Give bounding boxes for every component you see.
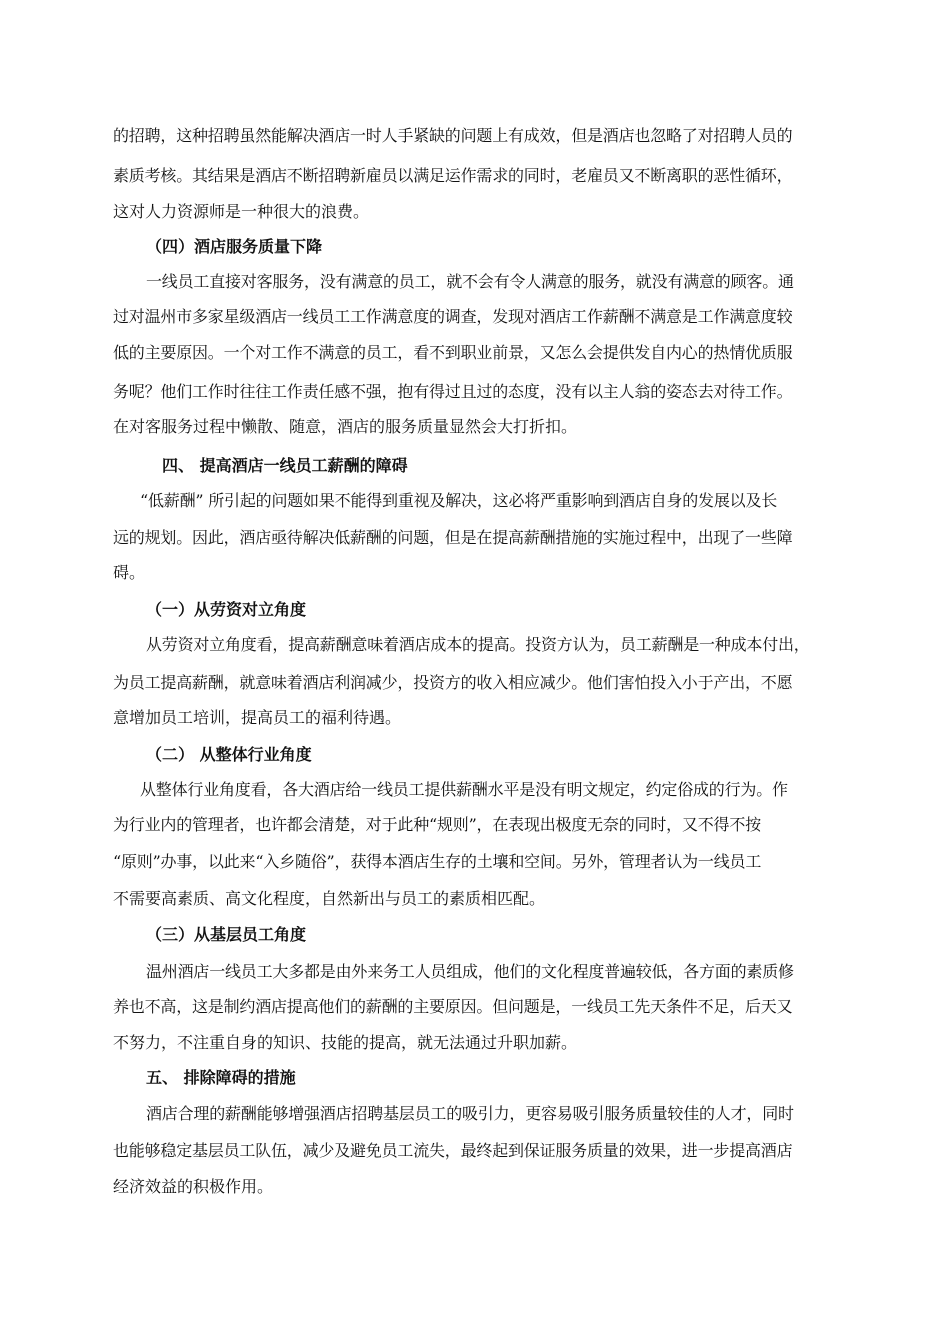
- body-text-line: 在对客服务过程中懒散、随意，酒店的服务质量显然会大打折扣。: [113, 417, 578, 436]
- body-text-line: 意增加员工培训，提高员工的福利待遇。: [113, 708, 402, 727]
- body-text-line: 从整体行业角度看，各大酒店给一线员工提供薪酬水平是没有明文规定，约定俗成的行为。作: [140, 780, 788, 799]
- body-text-line: 的招聘，这种招聘虽然能解决酒店一时人手紧缺的问题上有成效，但是酒店也忽略了对招聘人员的: [113, 126, 793, 145]
- body-text-line: 为行业内的管理者，也许都会清楚，对于此种“规则”，在表现出极度无奈的同时，又不得不按: [113, 815, 761, 834]
- body-text-line: 不努力，不注重自身的知识、技能的提高，就无法通过升职加薪。: [113, 1033, 578, 1052]
- body-text-line: 不需要高素质、高文化程度，自然新出与员工的素质相匹配。: [113, 889, 546, 908]
- body-text-line: “低薪酬” 所引起的问题如果不能得到重视及解决，这必将严重影响到酒店自身的发展以及长: [140, 491, 778, 510]
- section-heading: （四）酒店服务质量下降: [146, 237, 323, 256]
- body-text-line: 经济效益的积极作用。: [113, 1177, 274, 1196]
- body-text-line: 养也不高，这是制约酒店提高他们的薪酬的主要原因。但问题是，一线员工先天条件不足，后天又: [113, 997, 793, 1016]
- section-heading: （二） 从整体行业角度: [146, 745, 312, 764]
- body-text-line: 温州酒店一线员工大多都是由外来务工人员组成，他们的文化程度普遍较低，各方面的素质修: [146, 962, 794, 981]
- chapter-heading: 五、 排除障碍的措施: [146, 1068, 296, 1087]
- body-text-line: 务呢？他们工作时往往工作责任感不强，抱有得过且过的态度，没有以主人翁的姿态去对待工作。: [113, 382, 793, 401]
- body-text-line: 低的主要原因。一个对工作不满意的员工，看不到职业前景，又怎么会提供发自内心的热情优质服: [113, 343, 793, 362]
- body-text-line: 从劳资对立角度看，提高薪酬意味着酒店成本的提高。投资方认为，员工薪酬是一种成本付出，: [146, 635, 810, 654]
- body-text-line: 这对人力资源师是一种很大的浪费。: [113, 202, 370, 221]
- section-heading: （一）从劳资对立角度: [146, 600, 307, 619]
- body-text-line: 素质考核。其结果是酒店不断招聘新雇员以满足运作需求的同时，老雇员又不断离职的恶性循环，: [113, 166, 793, 185]
- section-heading: （三）从基层员工角度: [146, 925, 307, 944]
- chapter-heading: 四、 提高酒店一线员工薪酬的障碍: [162, 456, 408, 475]
- body-text-line: 碍。: [113, 563, 146, 582]
- body-text-line: 远的规划。因此，酒店亟待解决低薪酬的问题，但是在提高薪酬措施的实施过程中，出现了一些障: [113, 528, 793, 547]
- body-text-line: 一线员工直接对客服务，没有满意的员工，就不会有令人满意的服务，就没有满意的顾客。通: [146, 272, 794, 291]
- body-text-line: 过对温州市多家星级酒店一线员工工作满意度的调查，发现对酒店工作薪酬不满意是工作满意度较: [113, 307, 793, 326]
- body-text-line: 酒店合理的薪酬能够增强酒店招聘基层员工的吸引力，更容易吸引服务质量较佳的人才，同时: [146, 1104, 794, 1123]
- body-text-line: 为员工提高薪酬，就意味着酒店利润减少，投资方的收入相应减少。他们害怕投入小于产出，不愿: [113, 673, 793, 692]
- body-text-line: “原则”办事，以此来“入乡随俗”，获得本酒店生存的土壤和空间。另外，管理者认为一线员工: [113, 852, 762, 871]
- body-text-line: 也能够稳定基层员工队伍，减少及避免员工流失，最终起到保证服务质量的效果，进一步提高酒店: [113, 1141, 793, 1160]
